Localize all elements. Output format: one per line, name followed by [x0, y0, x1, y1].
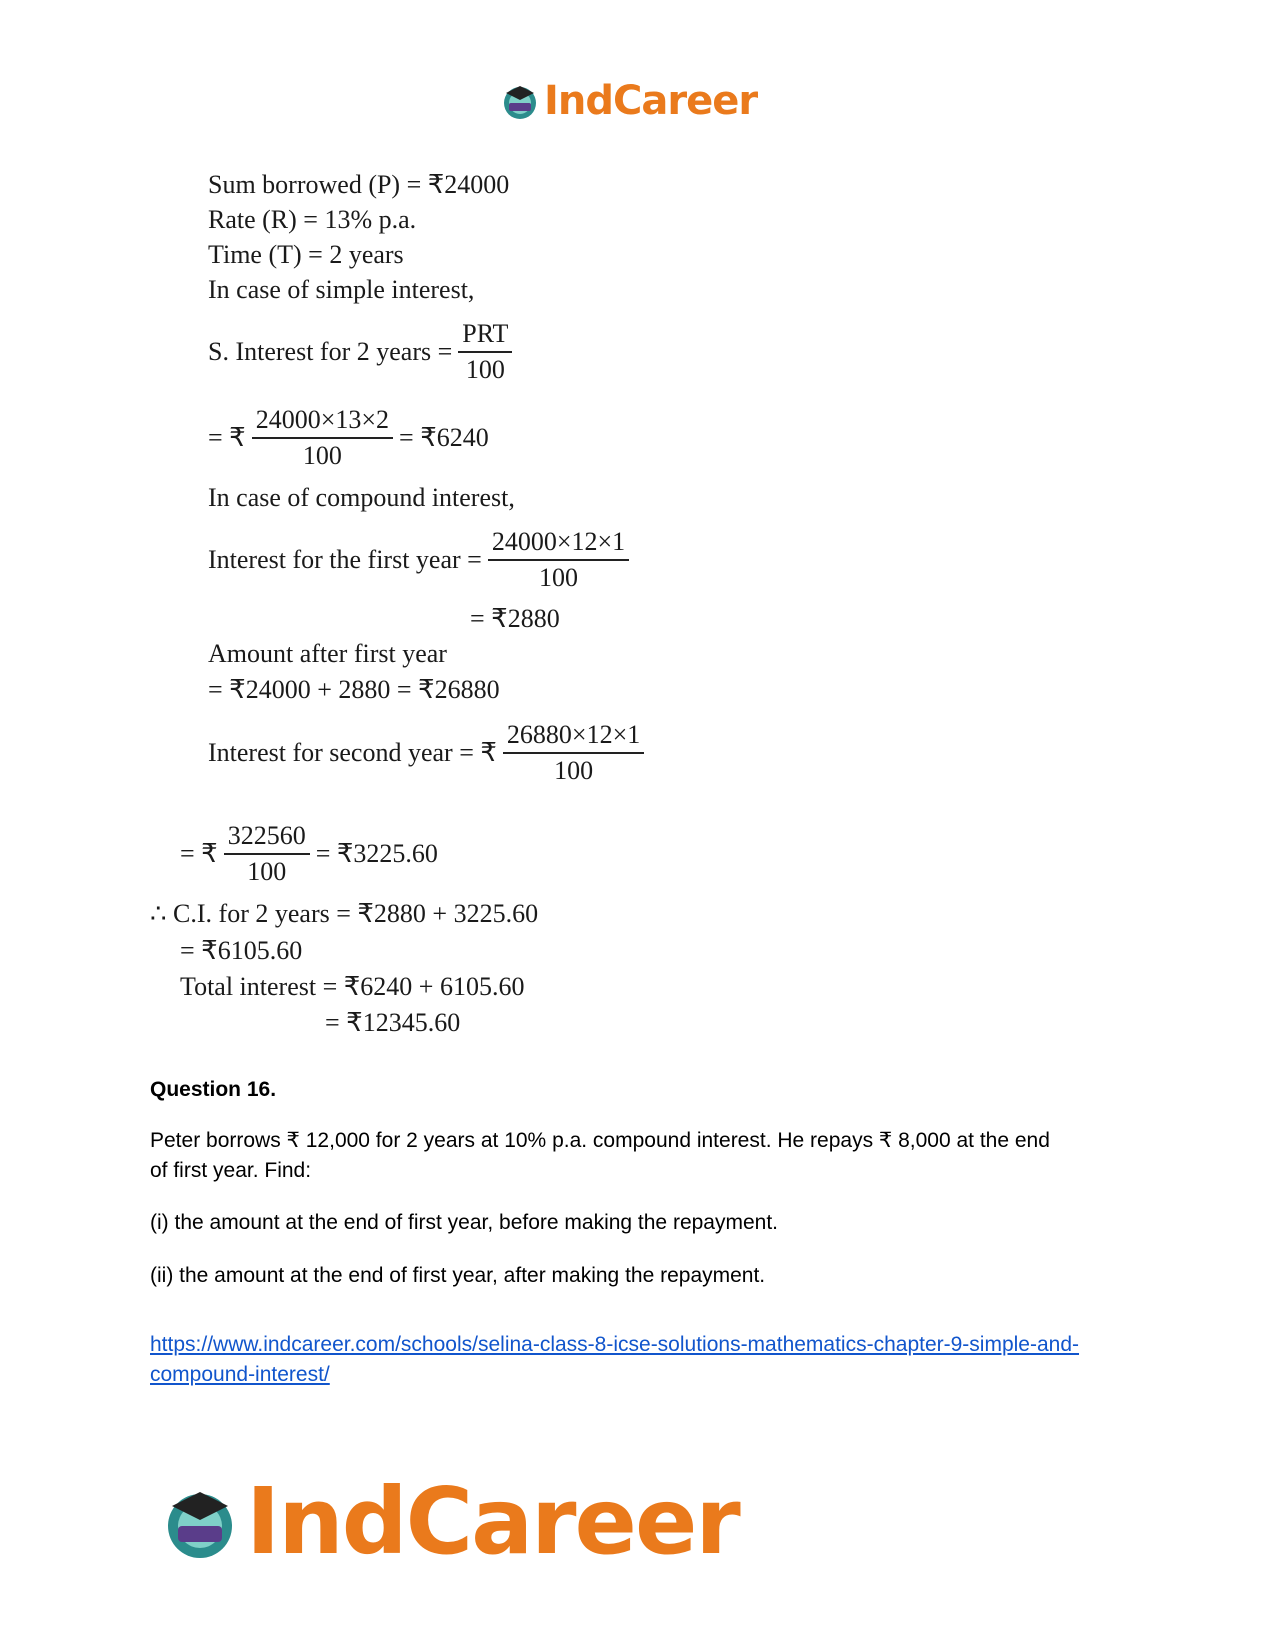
denominator: 100 [465, 355, 505, 384]
si-calculation [208, 406, 489, 470]
header-logo [500, 78, 757, 124]
ci-second-year [208, 721, 650, 785]
solution-line: Sum borrowed (P) = ₹24000 [208, 170, 510, 199]
fraction [224, 822, 310, 886]
numerator: PRT [458, 320, 512, 353]
solution-line: ∴ C.I. for 2 years = ₹2880 + 3225.60 [150, 899, 539, 928]
solution-line: Rate (R) = 13% p.a. [208, 205, 417, 234]
denominator: 100 [554, 756, 594, 785]
question-heading: Question 16. [150, 1078, 277, 1101]
solution-line: = ₹6105.60 [180, 936, 303, 965]
numerator: 24000×12×1 [488, 528, 629, 561]
solution-line: Amount after first year [208, 639, 447, 668]
numerator: 322560 [224, 822, 310, 855]
fraction [252, 406, 393, 470]
equals-rupee: = ₹ [208, 423, 246, 452]
graduation-globe-icon [500, 81, 540, 121]
logo-text: IndCareer [544, 78, 758, 124]
question-body: Peter borrows ₹ 12,000 for 2 years at 10% p.a. compound interest. He repays ₹ 8,000 at the end of first year. Find: [150, 1129, 1050, 1182]
ci2-calculation [180, 822, 438, 886]
solution-line: = ₹24000 + 2880 = ₹26880 [208, 675, 500, 704]
source-link[interactable]: https://www.indcareer.com/schools/selina-class-8-icse-solutions-mathematics-chapter-9-simple-and-compound-interest/ [150, 1333, 1080, 1386]
footer-logo [160, 1468, 739, 1575]
fraction [458, 320, 512, 384]
si-formula [208, 320, 518, 384]
ci2-result: = ₹3225.60 [315, 839, 438, 868]
ci2-label: Interest for second year = ₹ [208, 738, 497, 767]
solution-line: = ₹12345.60 [325, 1008, 461, 1037]
solution-line: In case of simple interest, [208, 275, 475, 304]
ci-first-year [208, 528, 635, 592]
question-part: (ii) the amount at the end of first year, after making the repayment. [150, 1264, 766, 1287]
si-label: S. Interest for 2 years = [208, 337, 453, 366]
denominator: 100 [302, 441, 342, 470]
denominator: 100 [247, 857, 287, 886]
denominator: 100 [538, 563, 578, 592]
si-result: = ₹6240 [399, 423, 489, 452]
fraction [488, 528, 629, 592]
graduation-globe-icon [160, 1482, 240, 1562]
ci1-label: Interest for the first year = [208, 545, 482, 574]
numerator: 26880×12×1 [503, 721, 644, 754]
fraction [503, 721, 644, 785]
ci1-result: = ₹2880 [470, 604, 560, 633]
logo-text: IndCareer [246, 1468, 739, 1575]
numerator: 24000×13×2 [252, 406, 393, 439]
solution-line: Total interest = ₹6240 + 6105.60 [180, 972, 525, 1001]
solution-line: In case of compound interest, [208, 483, 515, 512]
solution-line: Time (T) = 2 years [208, 240, 404, 269]
equals-rupee: = ₹ [180, 839, 218, 868]
question-part: (i) the amount at the end of first year, before making the repayment. [150, 1211, 779, 1234]
